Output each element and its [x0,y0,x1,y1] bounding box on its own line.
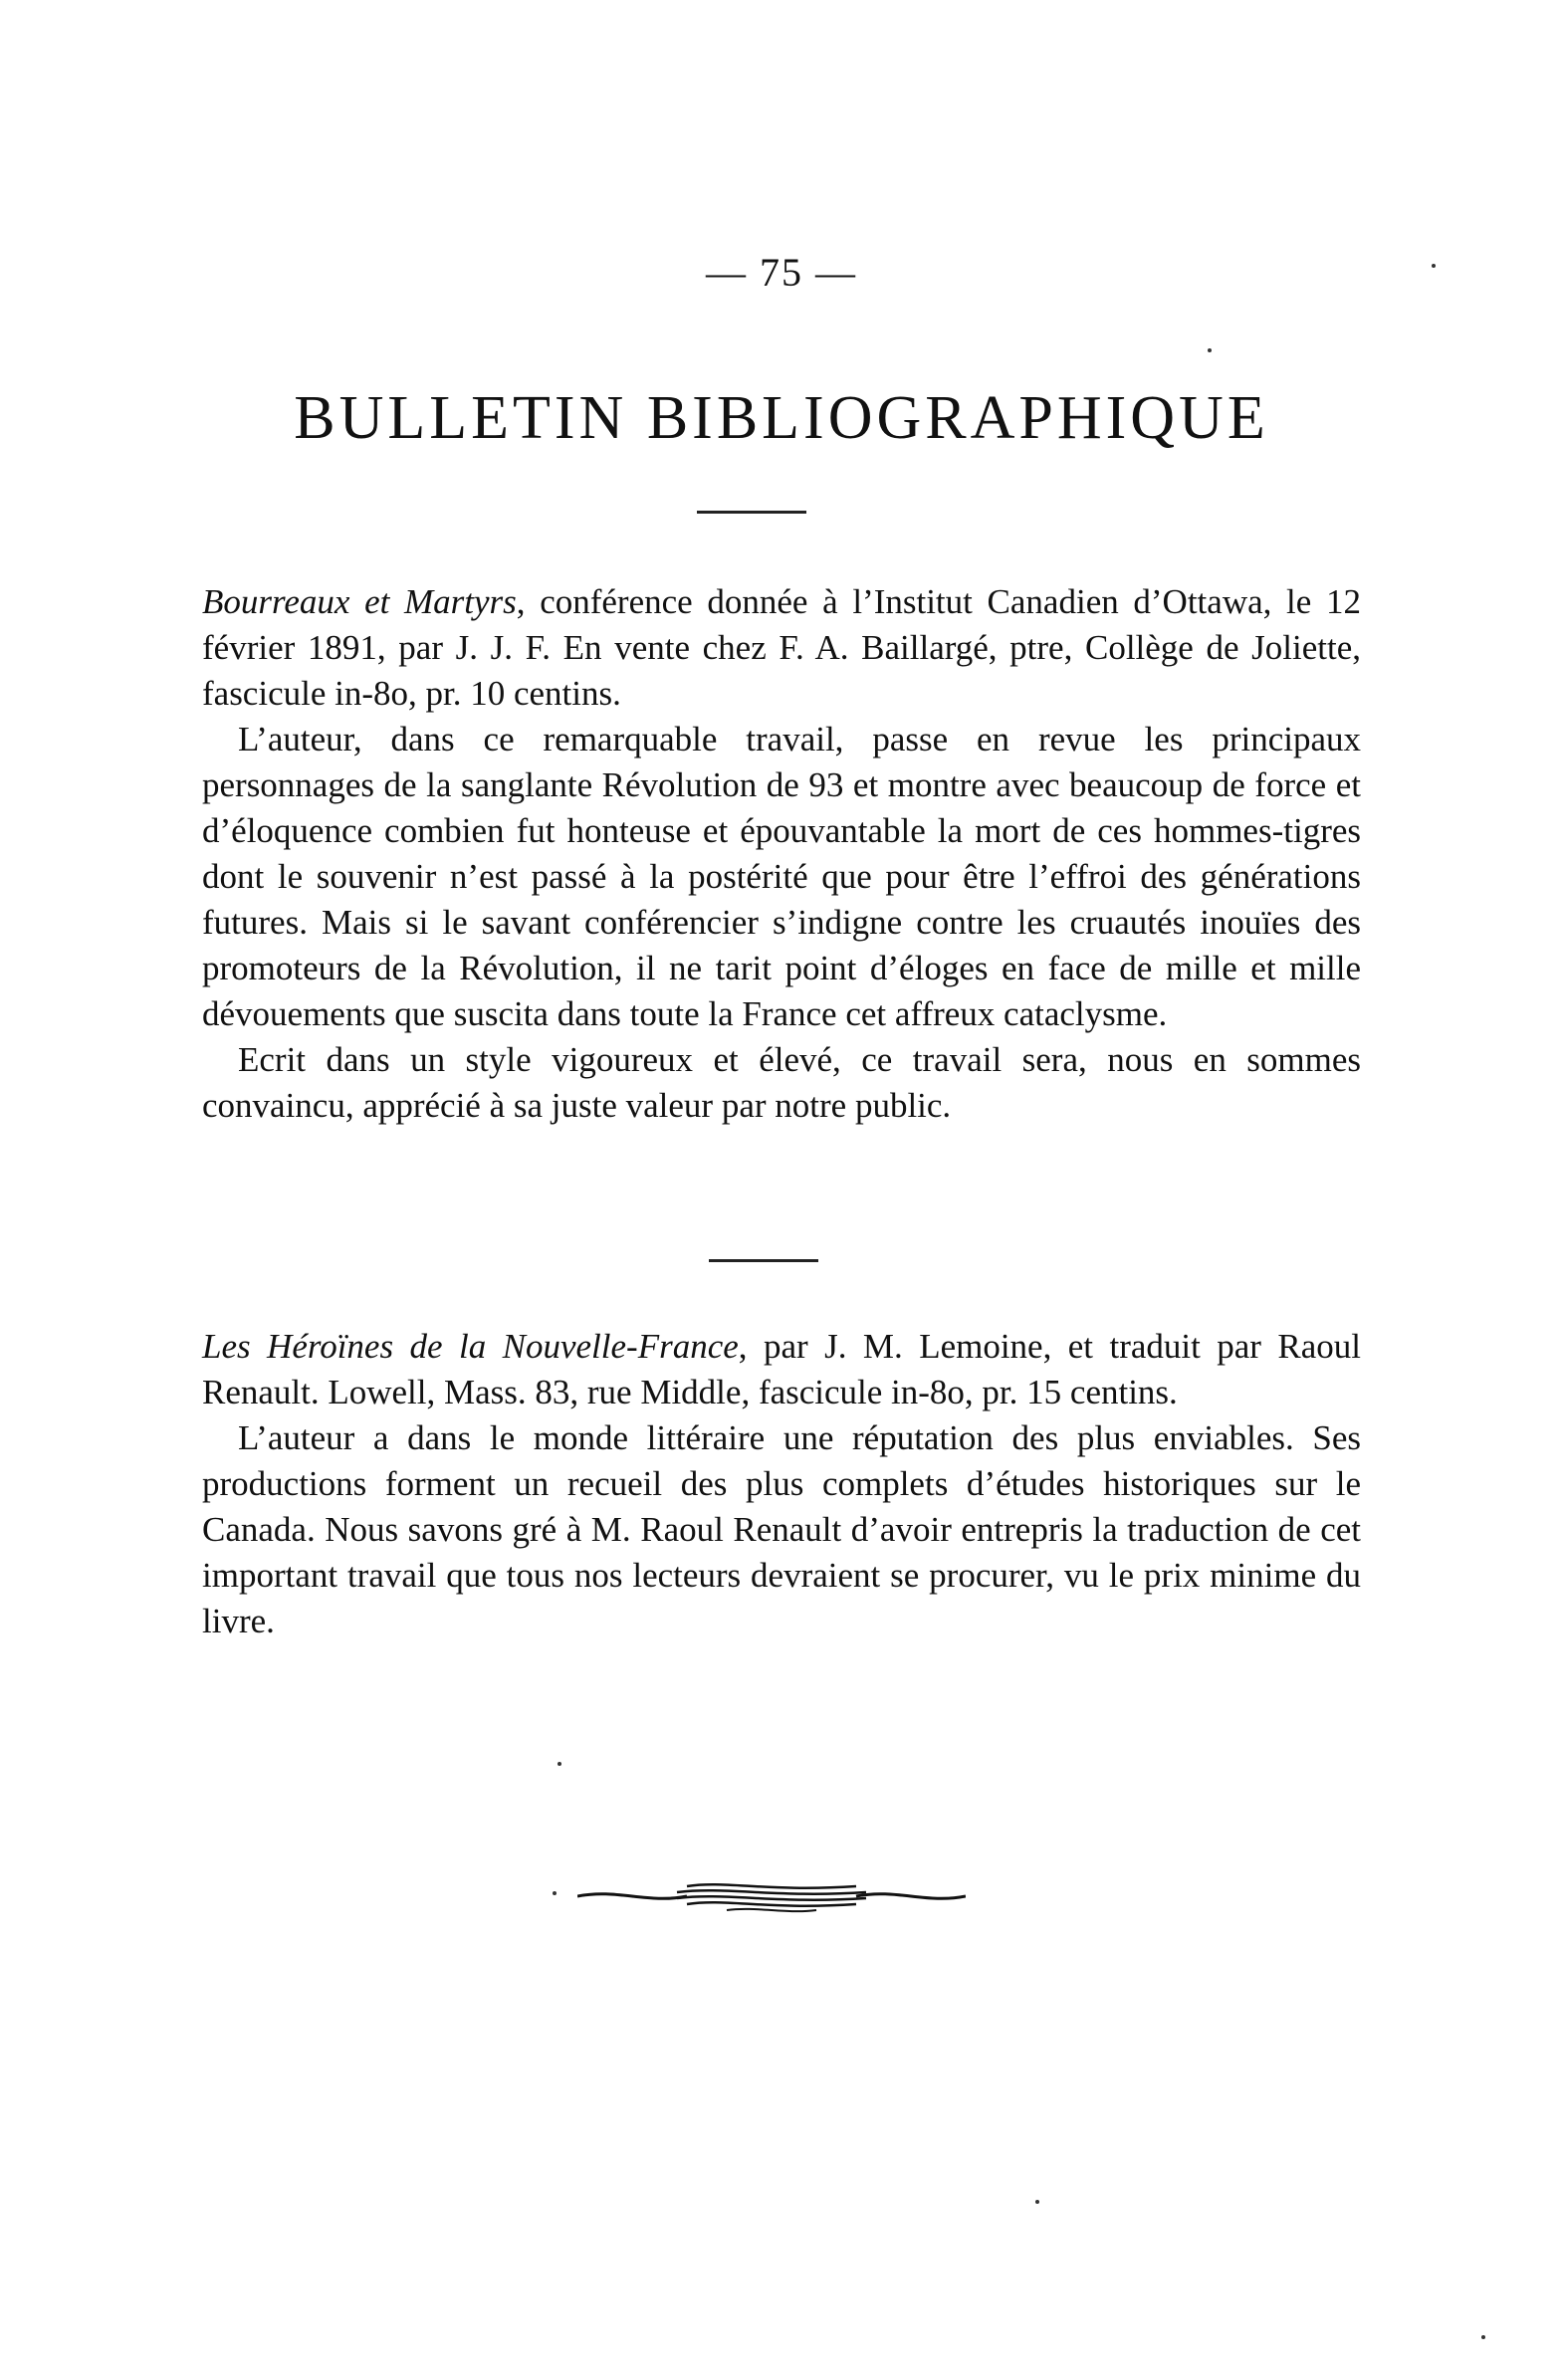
entry-2-citation-text: , par J. M. Lemoine, et traduit par Raoul Renault. Lowell, Mass. 83, rue Middle, fascicule in-8o, pr. 15 centins. [202,1327,1361,1411]
section-title: BULLETIN BIBLIOGRAPHIQUE [294,384,1269,452]
scan-speck [553,1891,557,1895]
entry-1-paragraph-2: Ecrit dans un style vigoureux et élevé, ce travail sera, nous en sommes convaincu, apprécié à sa juste valeur par notre public. [202,1040,1361,1125]
bibliography-entry-2 [202,1324,1361,1644]
entry-divider [709,1259,818,1262]
bibliography-entry-1 [202,579,1361,1129]
scan-speck [1035,2200,1039,2204]
entry-2-citation [202,1324,1361,1415]
wave-ornament-icon [577,1876,966,1916]
entry-2-paragraph-1: L’auteur a dans le monde littéraire une réputation des plus enviables. Ses productions forment un recueil des plus complets d’études historiques sur le Canada. Nous savons gré à M. Raoul Renault d’avoir entrepris la traduction de cet important travail que tous nos lecteurs devraient se procurer, vu le prix minime du livre. [202,1418,1361,1640]
scan-speck [558,1762,561,1766]
scan-speck [1208,348,1212,352]
entry-1-citation [202,579,1361,717]
page-number: — 75 — [706,250,857,295]
entry-2-title: Les Héroïnes de la Nouvelle-France [202,1327,739,1366]
scan-speck [1432,264,1436,268]
title-divider [697,511,806,514]
entry-1-citation-text: , conférence donnée à l’Institut Canadien d’Ottawa, le 12 février 1891, par J. J. F. En vente chez F. A. Baillargé, ptre, Collège de Joliette, fascicule in-8o, pr. 10 centins. [202,582,1361,713]
entry-1-paragraph-1: L’auteur, dans ce remarquable travail, passe en revue les principaux personnages de la sanglante Révolution de 93 et montre avec beaucoup de force et d’éloquence combien fut honteuse et épouvantable la mort de ces hommes-tigres dont le souvenir n’est passé à la postérité que pour être l’effroi des générations futures. Mais si le savant conférencier s’indigne contre les cruautés inouïes des promoteurs de la Révolution, il ne tarit point d’éloges en face de mille et mille dévouements que suscita dans toute la France cet affreux cataclysme. [202,720,1361,1033]
scan-speck [1481,2335,1485,2339]
entry-1-title: Bourreaux et Martyrs [202,582,517,621]
